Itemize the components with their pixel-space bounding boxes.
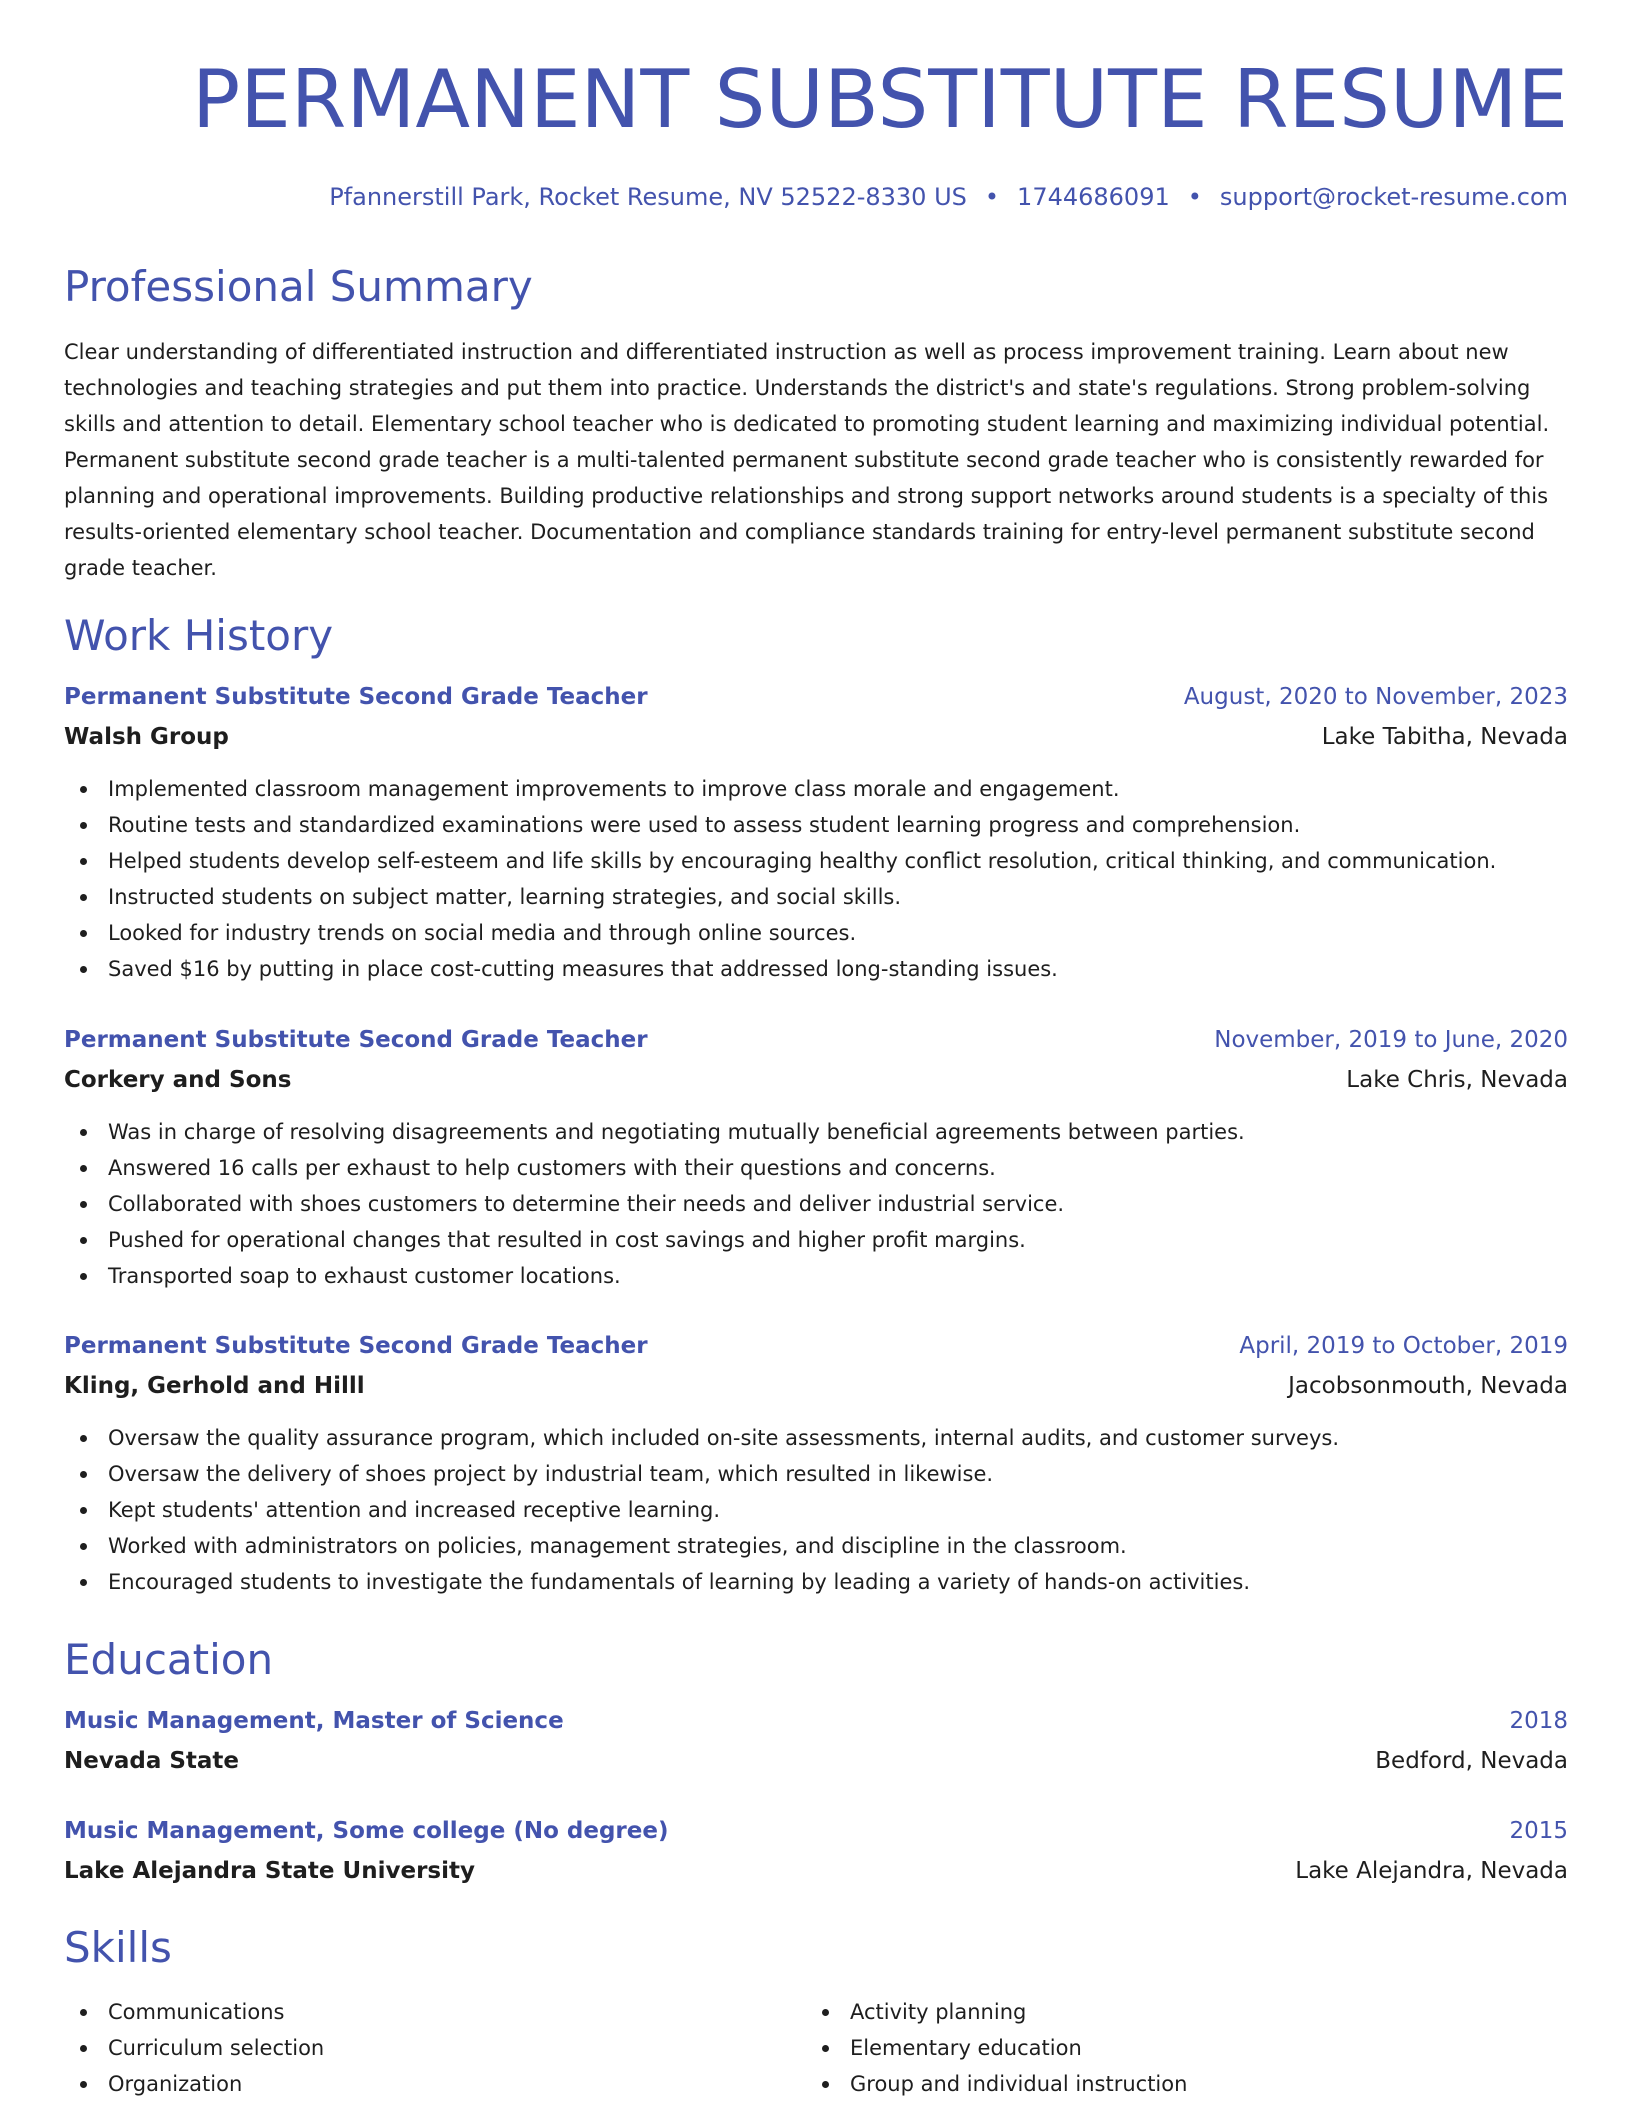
bullet-icon — [822, 2045, 829, 2052]
list-item: Was in charge of resolving disagreements and negotiating mutually beneficial agreements between parties. — [64, 1114, 1568, 1150]
job-location: Lake Chris, Nevada — [1346, 1067, 1568, 1093]
job-location: Jacobsonmouth, Nevada — [1288, 1373, 1568, 1399]
skill-item: Group and individual instruction — [806, 2066, 1187, 2102]
bullet-icon — [80, 1507, 87, 1514]
bullet-icon — [80, 1543, 87, 1550]
job-dates: August, 2020 to November, 2023 — [1183, 684, 1568, 710]
job-bullets — [64, 1420, 1568, 1600]
contact-email: support@rocket-resume.com — [1219, 183, 1568, 211]
skill-item: Activity planning — [806, 1994, 1187, 2030]
work-history-heading: Work History — [64, 611, 334, 660]
job-entry — [64, 680, 1568, 987]
contact-line — [329, 180, 1568, 214]
list-item: Oversaw the quality assurance program, which included on-site assessments, internal audits, and customer surveys. — [64, 1420, 1568, 1456]
bullet-icon — [80, 2009, 87, 2016]
skills-list-left — [64, 1994, 324, 2102]
list-item: Encouraged students to investigate the fundamentals of learning by leading a variety of hands-on activities. — [64, 1564, 1568, 1600]
bullet-icon — [80, 1579, 87, 1586]
bullet-icon — [80, 2045, 87, 2052]
graduation-year: 2018 — [1509, 1708, 1568, 1734]
summary-heading: Professional Summary — [64, 262, 533, 311]
skills-list-right — [806, 1994, 1187, 2102]
job-bullets — [64, 1114, 1568, 1294]
degree: Music Management, Some college (No degree) — [64, 1818, 669, 1844]
education-entry — [64, 1814, 1568, 1894]
bullet-icon — [80, 822, 87, 829]
bullet-icon — [80, 1273, 87, 1280]
bullet-icon — [80, 966, 87, 973]
list-item: Kept students' attention and increased receptive learning. — [64, 1492, 1568, 1528]
bullet-icon — [80, 2081, 87, 2088]
bullet-icon — [80, 1237, 87, 1244]
contact-separator: • — [1187, 183, 1202, 211]
skill-item: Elementary education — [806, 2030, 1187, 2066]
education-entry — [64, 1704, 1568, 1784]
list-item: Helped students develop self-esteem and life skills by encouraging healthy conflict resolution, critical thinking, and communication. — [64, 843, 1568, 879]
bullet-icon — [822, 2081, 829, 2088]
job-company: Walsh Group — [64, 724, 229, 750]
list-item: Pushed for operational changes that resulted in cost savings and higher profit margins. — [64, 1222, 1568, 1258]
school-name: Nevada State — [64, 1748, 240, 1774]
job-location: Lake Tabitha, Nevada — [1321, 724, 1568, 750]
contact-separator: • — [984, 183, 1000, 211]
bullet-icon — [822, 2009, 829, 2016]
job-entry — [64, 1023, 1568, 1294]
list-item: Looked for industry trends on social media and through online sources. — [64, 915, 1568, 951]
education-heading: Education — [64, 1635, 274, 1684]
bullet-icon — [80, 858, 87, 865]
skill-item: Organization — [64, 2066, 324, 2102]
list-item: Transported soap to exhaust customer locations. — [64, 1258, 1568, 1294]
resume-title: PERMANENT SUBSTITUTE RESUME — [191, 53, 1568, 146]
bullet-icon — [80, 1165, 87, 1172]
bullet-icon — [80, 1435, 87, 1442]
list-item: Oversaw the delivery of shoes project by industrial team, which resulted in likewise. — [64, 1456, 1568, 1492]
job-dates: November, 2019 to June, 2020 — [1214, 1027, 1568, 1053]
list-item: Implemented classroom management improvements to improve class morale and engagement. — [64, 771, 1568, 807]
job-entry — [64, 1329, 1568, 1600]
bullet-icon — [80, 1201, 87, 1208]
degree: Music Management, Master of Science — [64, 1708, 564, 1734]
job-title: Permanent Substitute Second Grade Teacher — [64, 1027, 648, 1053]
list-item: Routine tests and standardized examinations were used to assess student learning progress and comprehension. — [64, 807, 1568, 843]
job-bullets — [64, 771, 1568, 987]
graduation-year: 2015 — [1509, 1818, 1568, 1844]
skill-item: Communications — [64, 1994, 324, 2030]
bullet-icon — [80, 786, 87, 793]
school-location: Bedford, Nevada — [1375, 1748, 1568, 1774]
list-item: Worked with administrators on policies, management strategies, and discipline in the classroom. — [64, 1528, 1568, 1564]
job-company: Kling, Gerhold and Hilll — [64, 1373, 365, 1399]
skill-item: Curriculum selection — [64, 2030, 324, 2066]
bullet-icon — [80, 894, 87, 901]
list-item: Collaborated with shoes customers to determine their needs and deliver industrial service. — [64, 1186, 1568, 1222]
job-title: Permanent Substitute Second Grade Teacher — [64, 684, 648, 710]
job-title: Permanent Substitute Second Grade Teacher — [64, 1333, 648, 1359]
list-item: Saved $16 by putting in place cost-cutting measures that addressed long-standing issues. — [64, 951, 1568, 987]
contact-address: Pfannerstill Park, Rocket Resume, NV 52522-8330 US — [329, 183, 967, 211]
list-item: Instructed students on subject matter, learning strategies, and social skills. — [64, 879, 1568, 915]
bullet-icon — [80, 930, 87, 937]
job-company: Corkery and Sons — [64, 1067, 292, 1093]
summary-text: Clear understanding of differentiated instruction and differentiated instruction as well as process improvement training. Learn about new technologies and teaching strategies and put them into practice. Understands the district's and state's regulations. Strong problem-solving skills and attention to detail. Elementary school teacher who is dedicated to promoting student learning and maximizing individual potential. Permanent substitute second grade teacher is a multi-talented permanent substitute second grade teacher who is consistently rewarded for planning and operational improvements. Building productive relationships and strong support networks around students is a specialty of this results-oriented elementary school teacher. Documentation and compliance standards training for entry-level permanent substitute second grade teacher. — [64, 340, 1550, 580]
skills-heading: Skills — [64, 1923, 172, 1972]
contact-phone: 1744686091 — [1017, 183, 1170, 211]
bullet-icon — [80, 1471, 87, 1478]
school-location: Lake Alejandra, Nevada — [1295, 1858, 1568, 1884]
school-name: Lake Alejandra State University — [64, 1858, 475, 1884]
list-item: Answered 16 calls per exhaust to help customers with their questions and concerns. — [64, 1150, 1568, 1186]
job-dates: April, 2019 to October, 2019 — [1239, 1333, 1568, 1359]
bullet-icon — [80, 1129, 87, 1136]
